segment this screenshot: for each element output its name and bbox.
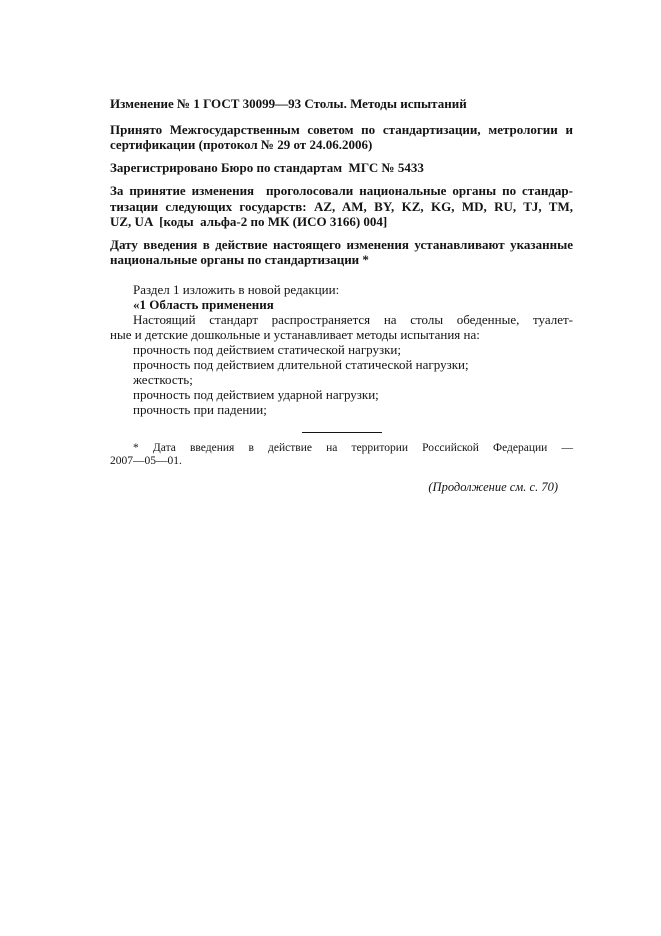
voted-line-1: За принятие изменения проголосовали национальные органы по стандар-	[110, 183, 573, 198]
footnote-line-2: 2007—05—01.	[110, 455, 182, 467]
amendment-title	[110, 96, 573, 112]
test-method-item: прочность под действием ударной нагрузки;	[133, 386, 379, 402]
footnote-divider	[302, 432, 382, 433]
scope-line-2: ные и детские дошкольные и устанавливает методы испытания на:	[110, 326, 480, 342]
body-text	[110, 282, 573, 417]
registered-line: Зарегистрировано Бюро по стандартам МГС № 5433	[110, 159, 424, 175]
accepted-line-1: Принято Межгосударственным советом по стандартизации, метрологии и	[110, 121, 573, 137]
accepted-paragraph	[110, 122, 573, 153]
amendment-intro: Раздел 1 изложить в новой редакции:	[133, 281, 340, 297]
scope-line-1: Настоящий стандарт распространяется на столы обеденные, туалет-	[133, 311, 573, 327]
registered-paragraph	[110, 160, 573, 176]
effective-date-line-2: национальные органы по стандартизации *	[110, 252, 369, 267]
section-heading: «1 Область применения	[133, 296, 274, 312]
page-content	[110, 96, 573, 495]
voted-line-3: UZ, UA [коды альфа-2 по МК (ИСО 3166) 004]	[110, 214, 388, 229]
test-method-item: прочность под действием статической нагрузки;	[133, 341, 402, 357]
effective-date-line-1: Дату введения в действие настоящего изменения устанавливают указанные	[110, 236, 573, 252]
test-method-item: жесткость;	[133, 371, 193, 387]
effective-date-paragraph	[110, 237, 573, 268]
voted-paragraph	[110, 183, 573, 230]
test-method-item: прочность при падении;	[133, 401, 267, 417]
footnote	[110, 442, 573, 469]
test-method-item: прочность под действием длительной статической нагрузки;	[133, 356, 469, 372]
footnote-line-1: * Дата введения в действие на территории Российской Федерации —	[133, 441, 573, 454]
amendment-title-line: Изменение № 1 ГОСТ 30099—93 Столы. Методы испытаний	[110, 96, 467, 111]
voted-line-2: тизации следующих государств: AZ, AM, BY, KZ, KG, MD, RU, TJ, TM,	[110, 198, 573, 214]
accepted-line-2: сертификации (протокол № 29 от 24.06.2006)	[110, 137, 373, 152]
continuation-note: (Продолжение см. с. 70)	[428, 480, 558, 494]
